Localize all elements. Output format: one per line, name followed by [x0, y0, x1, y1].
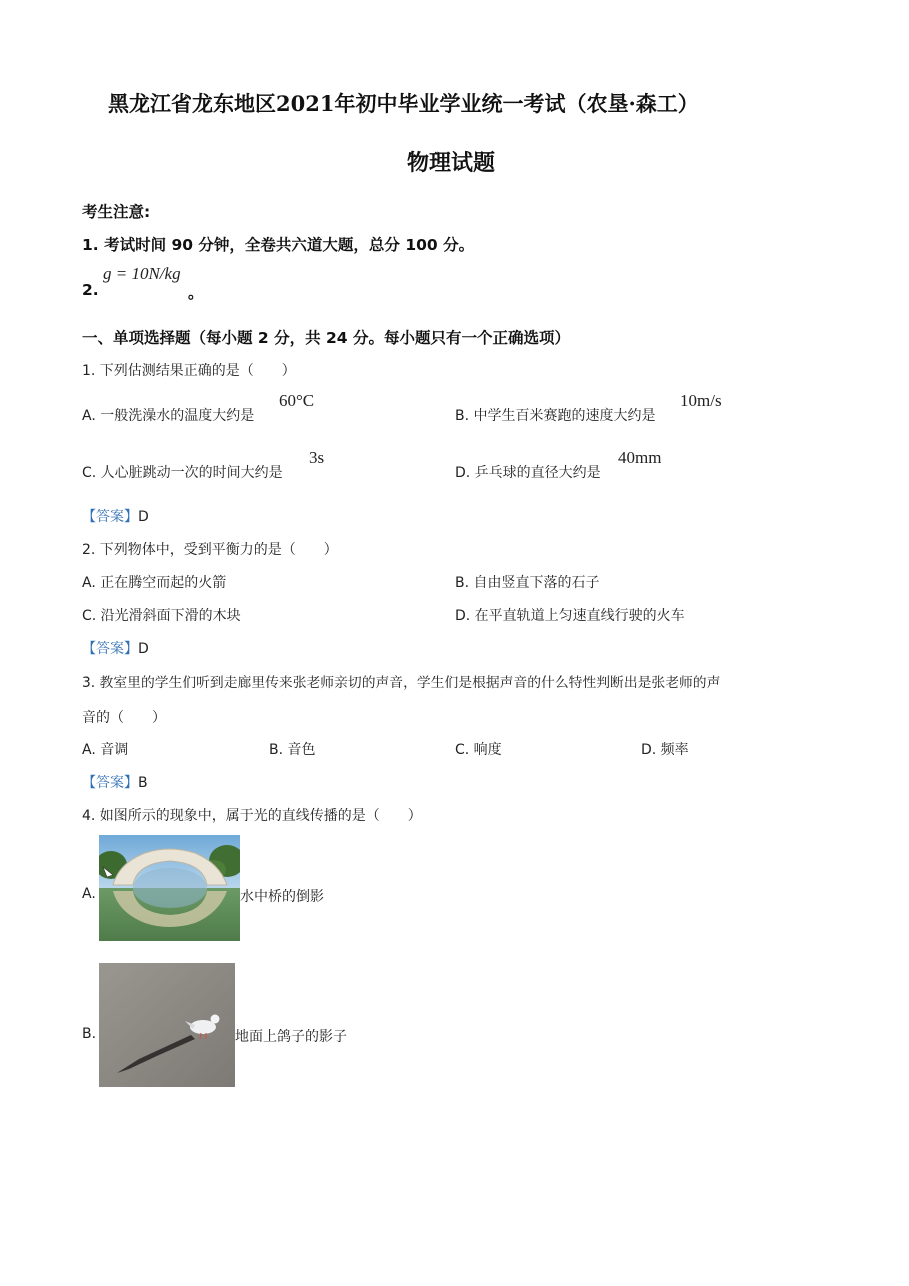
page-title: 黑龙江省龙东地区2021年初中毕业学业统一考试（农垦·森工）	[108, 91, 699, 116]
notice-item-2-end: 。	[188, 284, 204, 302]
q4-option-b-caption: 地面上鸽子的影子	[235, 1029, 347, 1045]
section-heading: 一、单项选择题（每小题 2 分，共 24 分。每小题只有一个正确选项）	[82, 329, 570, 347]
q1-option-b-value: 10m/s	[680, 391, 722, 410]
q4-option-b-label: B.	[82, 1026, 97, 1042]
q4-option-a-caption: 水中桥的倒影	[240, 889, 324, 905]
q2-option-a: A. 正在腾空而起的火箭	[82, 575, 227, 591]
answer-value: D	[138, 509, 149, 525]
answer-tag: 【答案】	[82, 775, 138, 791]
q3-answer	[82, 772, 148, 792]
q1-option-c: C. 人心脏跳动一次的时间大约是	[82, 465, 283, 481]
q4-option-a-label: A.	[82, 886, 96, 902]
q1-option-b: B. 中学生百米赛跑的速度大约是	[455, 408, 656, 424]
notice-heading: 考生注意:	[82, 203, 151, 221]
q3-option-b: B. 音色	[269, 742, 316, 758]
notice-item-1: 1. 考试时间 90 分钟，全卷共六道大题，总分 100 分。	[82, 236, 475, 254]
answer-tag: 【答案】	[82, 641, 138, 657]
notice-item-2-number: 2.	[82, 281, 99, 299]
q3-option-a: A. 音调	[82, 742, 129, 758]
q2-option-d: D. 在平直轨道上匀速直线行驶的火车	[455, 608, 685, 624]
q3-stem-line-1: 3. 教室里的学生们听到走廊里传来张老师亲切的声音，学生们是根据声音的什么特性判断出是张老师的声	[82, 675, 721, 691]
q1-answer	[82, 506, 149, 526]
page-subtitle: 物理试题	[407, 150, 496, 176]
q4-stem: 4. 如图所示的现象中，属于光的直线传播的是（ ）	[82, 808, 422, 824]
q1-option-a-value: 60°C	[279, 391, 315, 410]
answer-value: D	[138, 641, 149, 657]
bridge-reflection-image	[99, 835, 240, 941]
q2-stem: 2. 下列物体中，受到平衡力的是（ ）	[82, 542, 338, 558]
q3-stem-line-2: 音的（ ）	[82, 710, 166, 726]
q3-option-c: C. 响度	[455, 742, 502, 758]
q2-answer	[82, 638, 149, 658]
q1-stem: 1. 下列估测结果正确的是（ ）	[82, 363, 296, 379]
q2-option-b: B. 自由竖直下落的石子	[455, 575, 600, 591]
notice-item-2-formula: g = 10N/kg	[103, 264, 181, 283]
q2-option-c: C. 沿光滑斜面下滑的木块	[82, 608, 241, 624]
q1-option-a: A. 一般洗澡水的温度大约是	[82, 408, 255, 424]
q1-option-d-value: 40mm	[618, 448, 662, 467]
answer-value: B	[138, 775, 148, 791]
q3-option-d: D. 频率	[641, 742, 689, 758]
answer-tag: 【答案】	[82, 509, 138, 525]
pigeon-shadow-image	[99, 963, 235, 1087]
q1-option-c-value: 3s	[309, 448, 325, 467]
q1-option-d: D. 乒乓球的直径大约是	[455, 465, 601, 481]
